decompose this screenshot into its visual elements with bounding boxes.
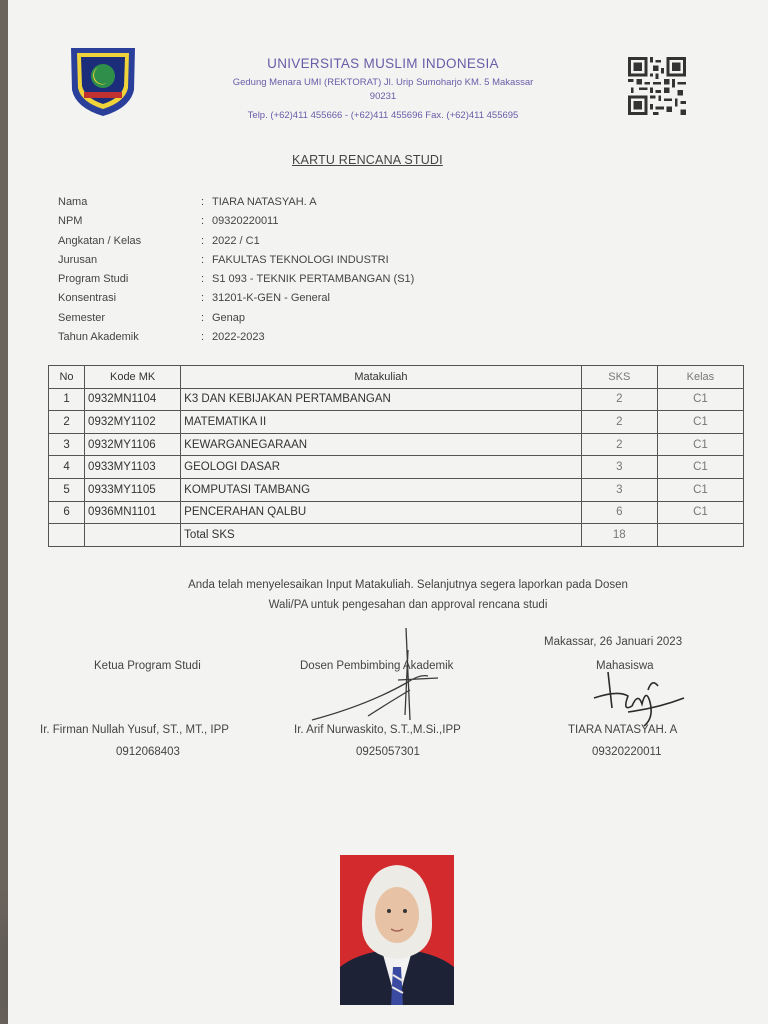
student-photo xyxy=(340,855,454,1005)
kaprodi-role: Ketua Program Studi xyxy=(94,660,201,672)
total-sks: 18 xyxy=(581,524,657,547)
mahasiswa-id: 09320220011 xyxy=(592,746,662,758)
phone-fax: Telp. (+62)411 455666 - (+62)411 455696 Fax. (+62)411 455695 xyxy=(247,110,519,121)
course-table xyxy=(48,365,744,547)
mahasiswa-name: TIARA NATASYAH. A xyxy=(568,724,678,736)
dosen-name: Ir. Arif Nurwaskito, S.T.,M.Si.,IPP xyxy=(294,724,461,736)
col-no: No xyxy=(49,366,85,389)
submission-note: Anda telah menyelesaikan Input Matakuliah. Selanjutnya segera laporkan pada Dosen Wali/PA untuk pengesahan dan approval rencana studi xyxy=(188,579,628,611)
total-label: Total SKS xyxy=(181,524,582,547)
mahasiswa-role: Mahasiswa xyxy=(596,660,654,672)
dosen-signature xyxy=(308,620,458,730)
table-row: 2 0932MY1102 MATEMATIKA II 2 C1 xyxy=(49,411,744,434)
address-line-2: 90231 xyxy=(369,91,397,102)
dosen-id: 0925057301 xyxy=(356,746,420,758)
kaprodi-id: 0912068403 xyxy=(116,746,180,758)
university-name: UNIVERSITAS MUSLIM INDONESIA xyxy=(267,56,499,71)
table-row: 3 0932MY1106 KEWARGANEGARAAN 2 C1 xyxy=(49,433,744,456)
table-row: 1 0932MN1104 K3 DAN KEBIJAKAN PERTAMBANGAN 2 C1 xyxy=(49,388,744,411)
col-matakuliah: Matakuliah xyxy=(181,366,582,389)
address xyxy=(158,76,608,104)
qr-code-icon xyxy=(624,57,690,115)
table-header xyxy=(49,366,744,389)
table-total-row xyxy=(49,524,744,547)
place-date: Makassar, 26 Januari 2023 xyxy=(544,636,683,648)
krs-document: UNIVERSITAS MUSLIM INDONESIA Gedung Menara UMI (REKTORAT) Jl. Urip Sumoharjo KM. 5 Makassar 90231 Telp. (+62)411 455666 - (+62)411 455696 Fax. (+62)411 455695 KARTU RENCANA STUDI Nama : TIARA NATASYAH. A NPM : 09320220011 Angkatan / Kelas : 2022 / C1 Jurusan : FAKULTAS TEKNOLOGI INDUSTRI Program Studi : S1 093 - TEKNIK PERTAMBANGAN (S1) Konsentrasi : 31201-K-GEN - General Semester : Genap Tahun Akademik : 2022-2023 No Kode MK Matakuliah SKS Kelas 1 0932MN1104 K3 DAN KEBIJAKAN PERTAMBANGAN 2 C1 2 0932MY1102 MATEMATIKA II 2 C1 3 0932MY1106 KEWARGANEGARAAN 2 C1 4 0933MY1103 GEOLOGI DASAR 3 C1 5 0933MY1105 KOMPUTASI TAMBANG 3 C1 6 0936MN1101 PENCERAHAN QALBU 6 C1 Total SKS 18 Anda telah menyelesaikan Input Matakuliah. Selanjutnya segera laporkan pada Dosen Wali/PA untuk pengesahan dan approval rencana studi Makassar, 26 Januari 2023 Ketua Program Studi Dosen Pembimbing Akademik Mahasiswa Ir. Firman Nullah Yusuf, ST., MT., IPP Ir. Arif Nurwaskito, S.T.,M.Si.,IPP TIARA NATASYAH. A 0912068403 0925057301 09320220011 xyxy=(8,0,768,1024)
col-kelas: Kelas xyxy=(657,366,743,389)
table-row: 6 0936MN1101 PENCERAHAN QALBU 6 C1 xyxy=(49,501,744,524)
table-row: 4 0933MY1103 GEOLOGI DASAR 3 C1 xyxy=(49,456,744,479)
kaprodi-name: Ir. Firman Nullah Yusuf, ST., MT., IPP xyxy=(40,724,229,736)
letterhead xyxy=(158,56,608,123)
col-kode: Kode MK xyxy=(85,366,181,389)
col-sks: SKS xyxy=(581,366,657,389)
address-line-1: Gedung Menara UMI (REKTORAT) Jl. Urip Sumoharjo KM. 5 Makassar xyxy=(232,77,534,88)
table-row: 5 0933MY1105 KOMPUTASI TAMBANG 3 C1 xyxy=(49,478,744,501)
university-logo xyxy=(68,42,138,118)
dosen-role: Dosen Pembimbing Akademik xyxy=(300,660,454,672)
page-title: KARTU RENCANA STUDI xyxy=(292,153,443,167)
